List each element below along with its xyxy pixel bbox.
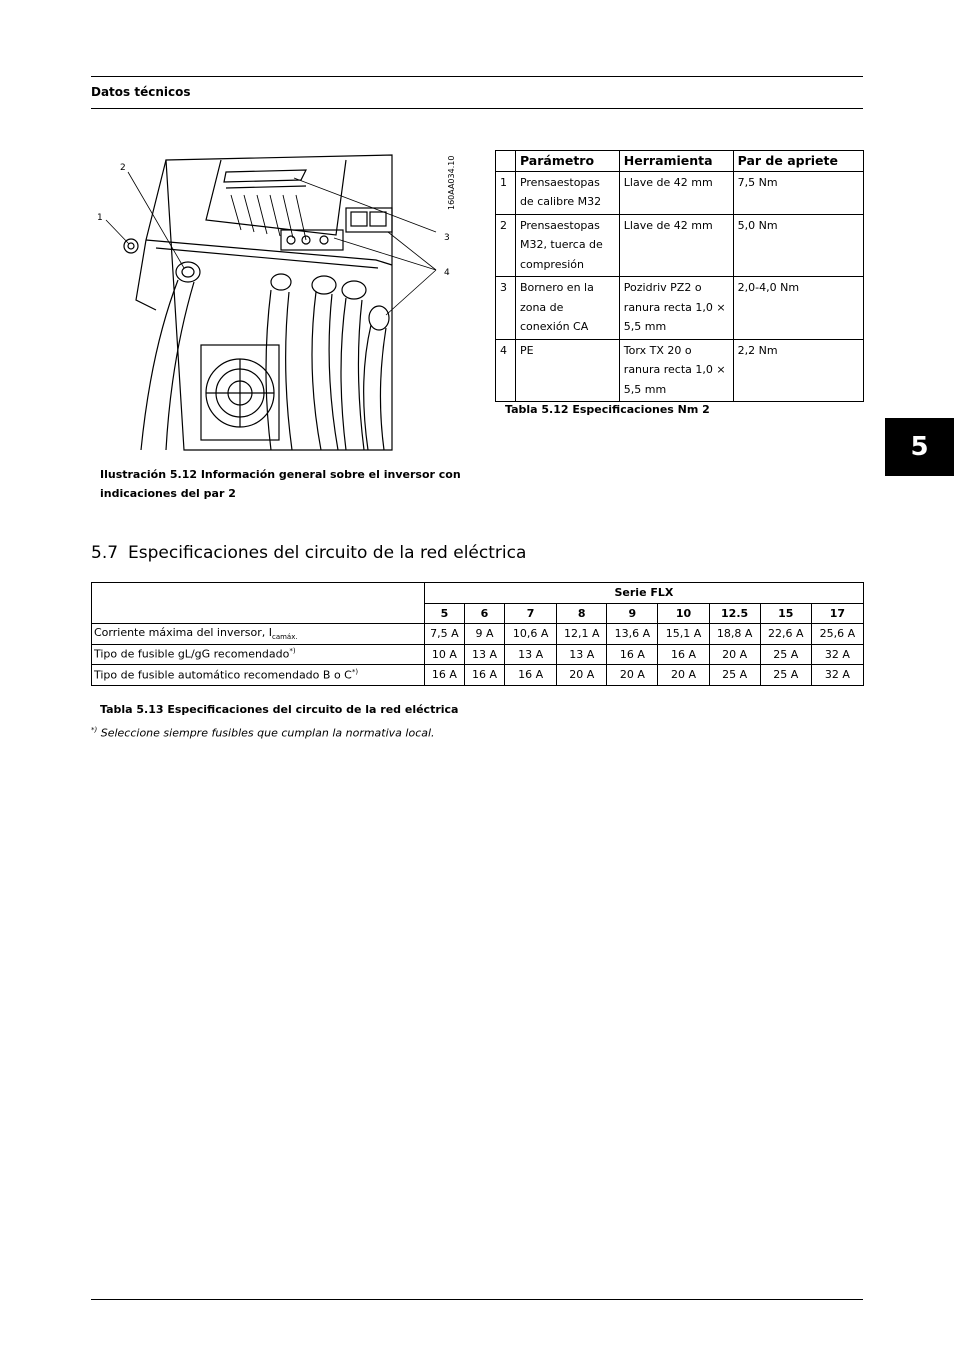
section-heading (91, 543, 526, 563)
section-title: Especificaciones del circuito de la red eléctrica (128, 543, 527, 563)
inverter-illustration (96, 150, 466, 455)
footer-rule (91, 1299, 863, 1300)
figure-code: 160AA034.10 (447, 155, 456, 210)
chapter-tab: 5 (885, 418, 954, 476)
table-row: 3 Bornero en la zona de conexión CA Pozidriv PZ2 o ranura recta 1,0 × 5,5 mm 2,0-4,0 Nm (496, 277, 864, 340)
callout-3: 3 (444, 233, 450, 243)
mains-table-caption: Tabla 5.13 Especificaciones del circuito de la red eléctrica (100, 703, 459, 716)
callout-1: 1 (97, 213, 103, 223)
table-row: 2 Prensaestopas M32, tuerca de compresión Llave de 42 mm 5,0 Nm (496, 214, 864, 277)
callout-4: 4 (444, 268, 450, 278)
callout-2: 2 (120, 163, 126, 173)
page-header-title: Datos técnicos (91, 85, 191, 99)
header-rule-top (91, 76, 863, 77)
footnote (91, 726, 435, 740)
sizes-header-row: 5 6 7 8 9 10 12.5 15 17 (92, 603, 864, 624)
figure-caption: Ilustración 5.12 Información general sobre el inversor con indicaciones del par 2 (100, 468, 461, 500)
table-header-row (496, 151, 864, 172)
spec-table-caption: Tabla 5.12 Especificaciones Nm 2 (505, 403, 710, 416)
torque-spec-table (495, 150, 864, 402)
section-number: 5.7 (91, 543, 119, 563)
col-header-par: Par de apriete (733, 151, 863, 172)
series-label: Serie FLX (424, 583, 863, 604)
inverter-drawing (96, 150, 466, 455)
header-rule-bottom (91, 108, 863, 109)
table-row: Tipo de fusible gL/gG recomendado*) 10 A 13 A 13 A 13 A 16 A 16 A 20 A 25 A 32 A (92, 644, 864, 665)
table-row: 1 Prensaestopas de calibre M32 Llave de 42 mm 7,5 Nm (496, 171, 864, 214)
col-header-parametro: Parámetro (515, 151, 619, 172)
mains-spec-table (91, 582, 864, 686)
series-header-row (92, 583, 864, 604)
col-header-herramienta: Herramienta (619, 151, 733, 172)
footnote-mark: *) (91, 726, 98, 734)
table-row: 4 PE Torx TX 20 o ranura recta 1,0 × 5,5 mm 2,2 Nm (496, 339, 864, 402)
table-row: Tipo de fusible automático recomendado B o C*) 16 A 16 A 16 A 20 A 20 A 20 A 25 A 25 A 32 A (92, 665, 864, 686)
table-row: Corriente máxima del inversor, $I_{camáx.}$ 7,5 A 9 A 10,6 A 12,1 A 13,6 A 15,1 A 18,8 A 22,6 A 25,6 A (92, 624, 864, 645)
footnote-text: Seleccione siempre fusibles que cumplan la normativa local. (97, 726, 435, 740)
